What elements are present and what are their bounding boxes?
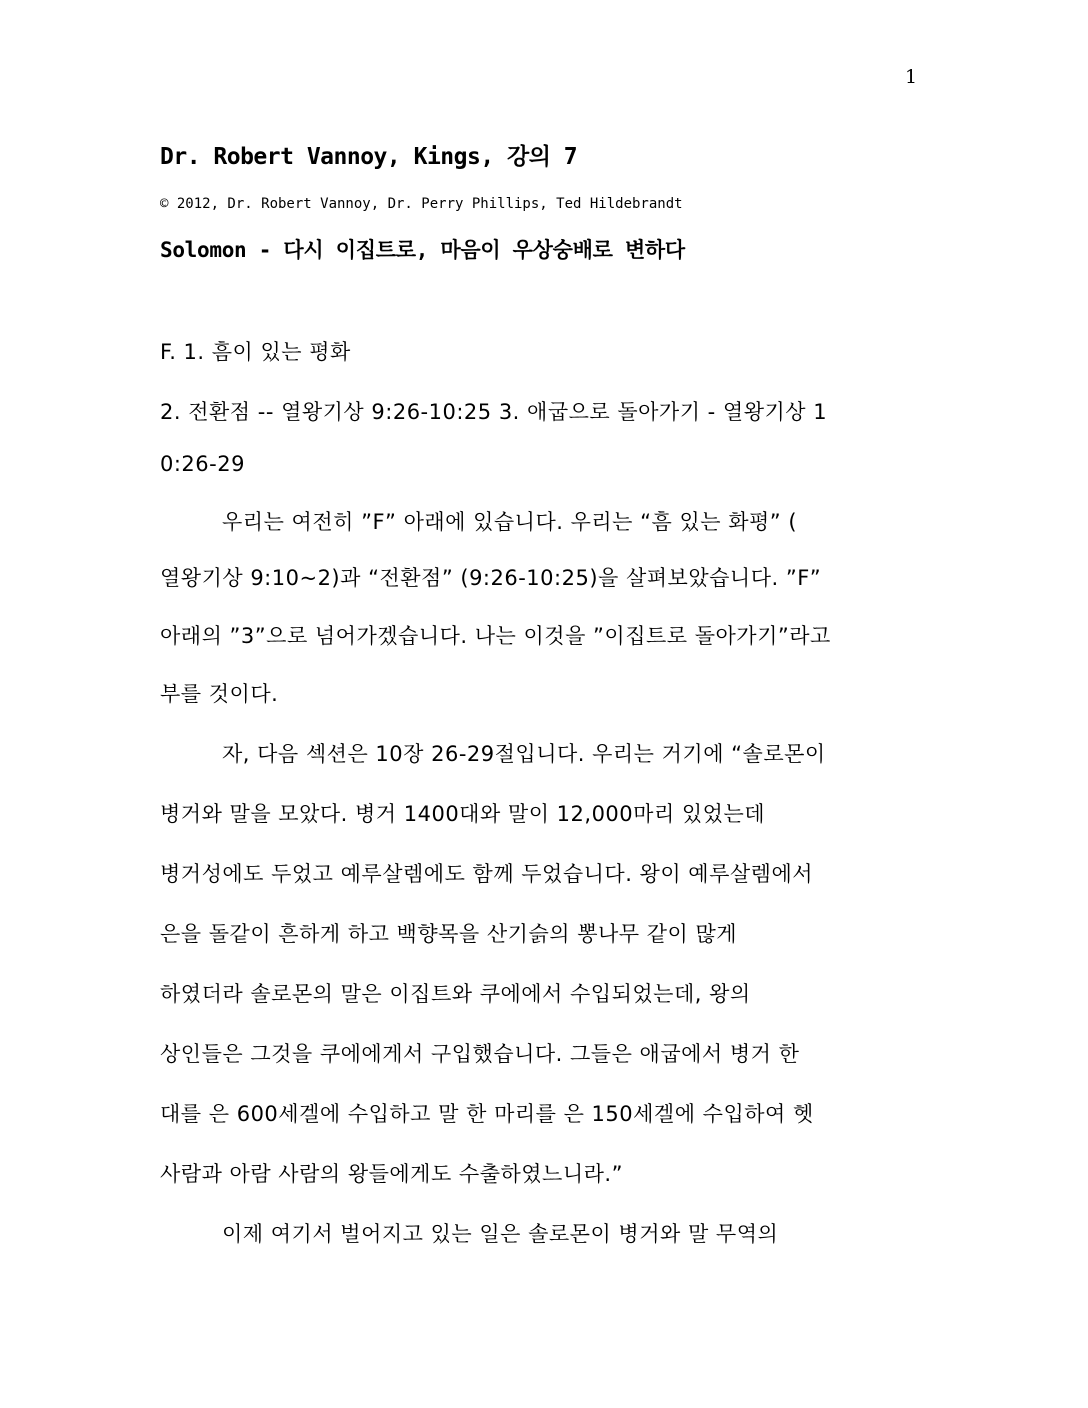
paragraph-2-line: 상인들은 그것을 쿠에에게서 구입했습니다. 그들은 애굽에서 병거 한 [160,1042,800,1066]
paragraph-1-line: 우리는 여전히 ”F” 아래에 있습니다. 우리는 “흠 있는 화평” ( [222,510,798,534]
outline-item-2-cont: 0:26-29 [160,452,245,476]
paragraph-1-line: 아래의 ”3”으로 넘어가겠습니다. 나는 이것을 ”이집트로 돌아가기”라고 [160,624,831,648]
paragraph-2-line: 은을 돌같이 흔하게 하고 백향목을 산기슭의 뽕나무 같이 많게 [160,922,738,946]
paragraph-3-line: 이제 여기서 벌어지고 있는 일은 솔로몬이 병거와 말 무역의 [222,1222,779,1246]
outline-item-1: F. 1. 흠이 있는 평화 [160,340,351,364]
paragraph-2-line: 대를 은 600세겔에 수입하고 말 한 마리를 은 150세겔에 수입하여 헷 [160,1102,814,1126]
paragraph-2-line: 자, 다음 섹션은 10장 26-29절입니다. 우리는 거기에 “솔로몬이 [222,742,826,766]
paragraph-2-line: 사람과 아람 사람의 왕들에게도 수출하였느니라.” [160,1162,623,1186]
paragraph-1-line: 열왕기상 9:10~2)과 “전환점” (9:26-10:25)을 살펴보았습니다. ”F” [160,566,822,590]
page-number: 1 [905,66,918,88]
lecture-title: Dr. Robert Vannoy, Kings, 강의 7 [160,144,578,170]
paragraph-2-line: 병거성에도 두었고 예루살렘에도 함께 두었습니다. 왕이 예루살렘에서 [160,862,814,886]
paragraph-2-line: 병거와 말을 모았다. 병거 1400대와 말이 12,000마리 있었는데 [160,802,766,826]
paragraph-2-line: 하였더라 솔로몬의 말은 이집트와 쿠에에서 수입되었는데, 왕의 [160,982,751,1006]
lecture-subtitle: Solomon - 다시 이집트로, 마음이 우상숭배로 변하다 [160,238,685,262]
outline-item-2: 2. 전환점 -- 열왕기상 9:26-10:25 3. 애굽으로 돌아가기 - 열왕기상 1 [160,400,828,424]
copyright-line: © 2012, Dr. Robert Vannoy, Dr. Perry Phillips, Ted Hildebrandt [160,196,683,212]
paragraph-1-line: 부를 것이다. [160,682,279,706]
